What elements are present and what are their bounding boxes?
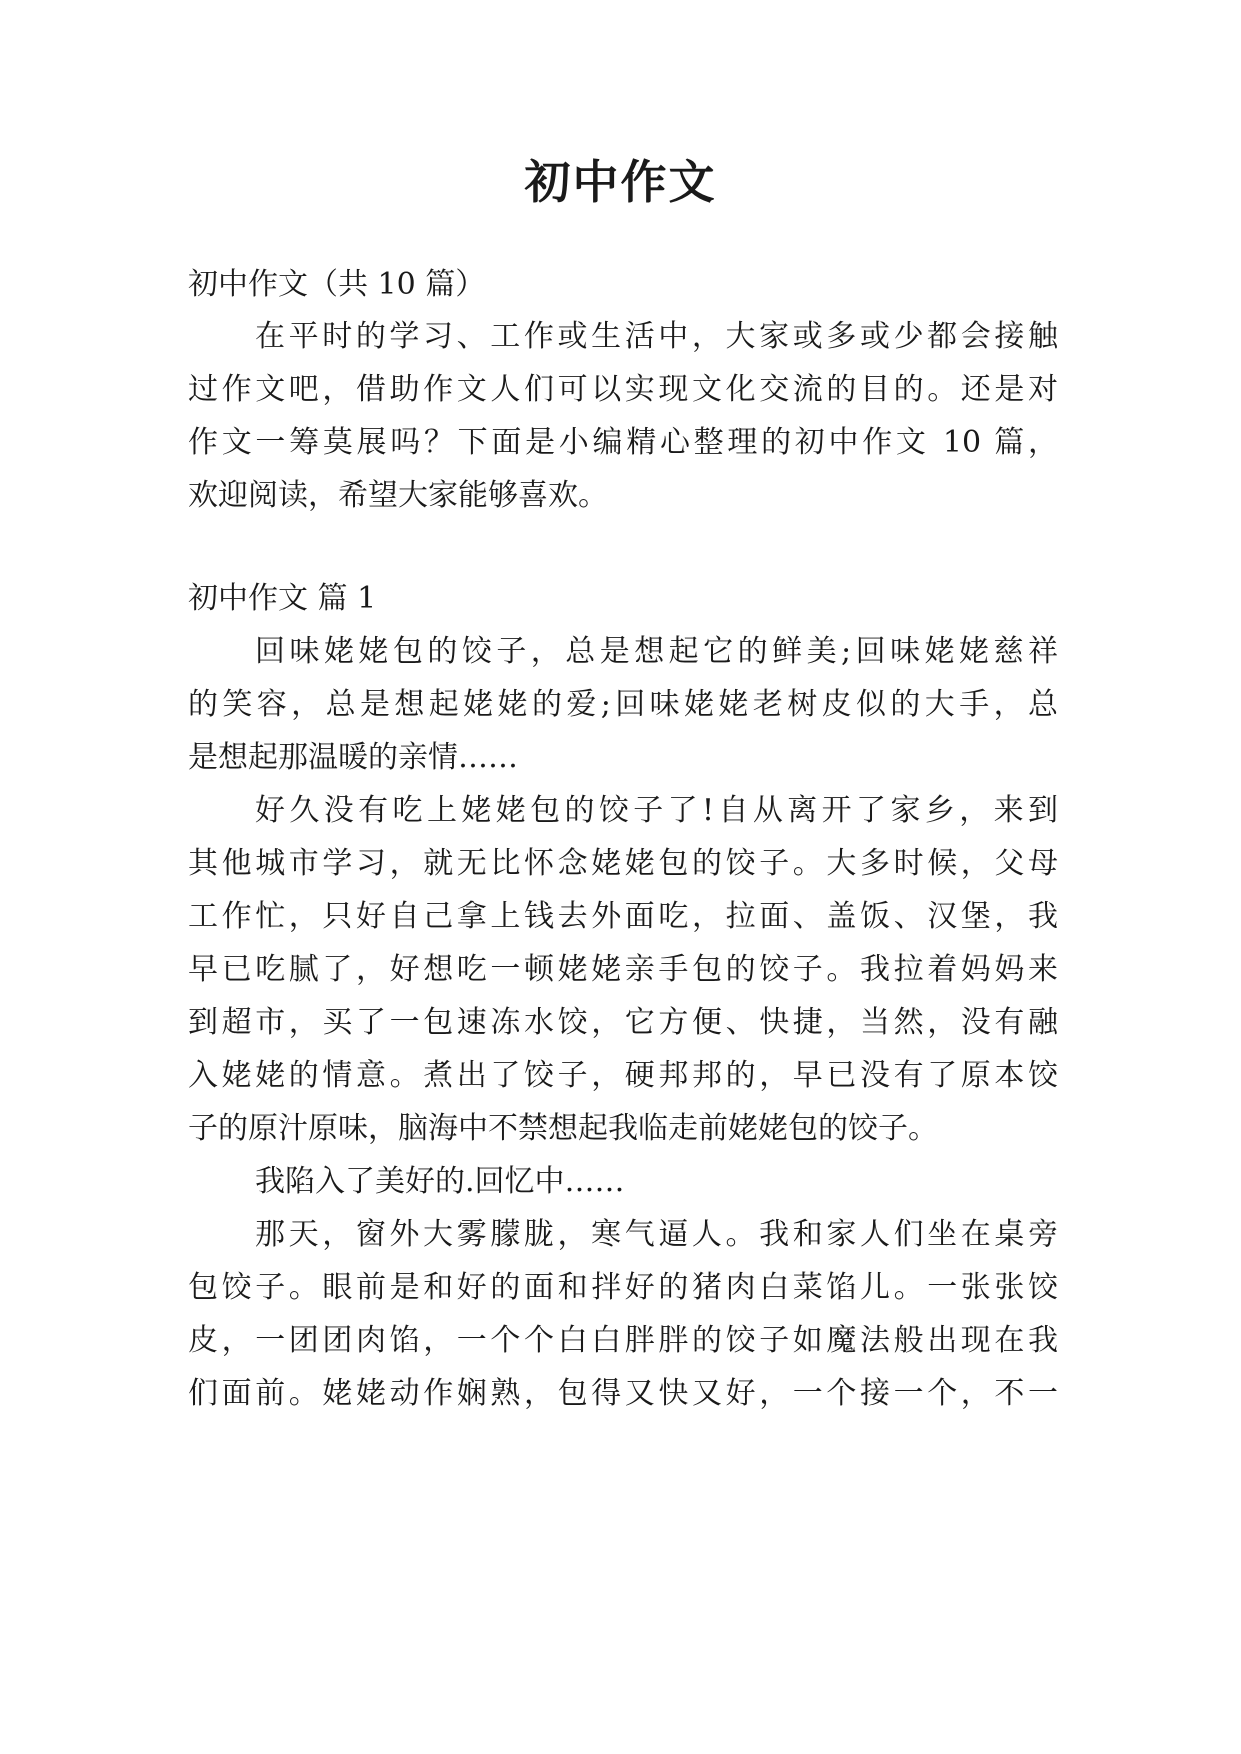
paragraph-line: 的笑容，总是想起姥姥的爱;回味姥姥老树皮似的大手，总	[188, 687, 1058, 722]
paragraph-line: 到超市，买了一包速冻水饺，它方便、快捷，当然，没有融	[188, 1005, 1058, 1040]
paragraph-line: 工作忙，只好自己拿上钱去外面吃，拉面、盖饭、汉堡，我	[188, 899, 1058, 934]
intro-line: 欢迎阅读，希望大家能够喜欢。	[188, 478, 608, 513]
paragraph-line: 子的原汁原味，脑海中不禁想起我临走前姥姥包的饺子。	[188, 1111, 938, 1146]
paragraph-line: 入姥姥的情意。煮出了饺子，硬邦邦的，早已没有了原本饺	[188, 1058, 1058, 1093]
intro-heading: 初中作文（共 10 篇）	[188, 267, 486, 302]
paragraph-line: 回味姥姥包的饺子，总是想起它的鲜美;回味姥姥慈祥	[255, 634, 1058, 669]
intro-line: 过作文吧，借助作文人们可以实现文化交流的目的。还是对	[188, 372, 1058, 407]
paragraph-line: 其他城市学习，就无比怀念姥姥包的饺子。大多时候，父母	[188, 846, 1058, 881]
paragraph-line: 我陷入了美好的.回忆中……	[255, 1164, 625, 1199]
paragraph-line: 是想起那温暖的亲情……	[188, 740, 518, 775]
paragraph-line: 皮，一团团肉馅，一个个白白胖胖的饺子如魔法般出现在我	[188, 1323, 1058, 1358]
section-heading: 初中作文 篇 1	[188, 581, 377, 616]
paragraph-line: 那天，窗外大雾朦胧，寒气逼人。我和家人们坐在桌旁	[255, 1217, 1058, 1252]
paragraph-line: 们面前。姥姥动作娴熟，包得又快又好，一个接一个，不一	[188, 1376, 1058, 1411]
intro-line: 在平时的学习、工作或生活中，大家或多或少都会接触	[255, 319, 1058, 354]
intro-line: 作文一筹莫展吗？下面是小编精心整理的初中作文 10 篇，	[188, 425, 1058, 460]
page-title: 初中作文	[524, 155, 717, 209]
paragraph-line: 早已吃腻了，好想吃一顿姥姥亲手包的饺子。我拉着妈妈来	[188, 952, 1058, 987]
paragraph-line: 包饺子。眼前是和好的面和拌好的猪肉白菜馅儿。一张张饺	[188, 1270, 1058, 1305]
paragraph-line: 好久没有吃上姥姥包的饺子了!自从离开了家乡，来到	[255, 793, 1058, 828]
